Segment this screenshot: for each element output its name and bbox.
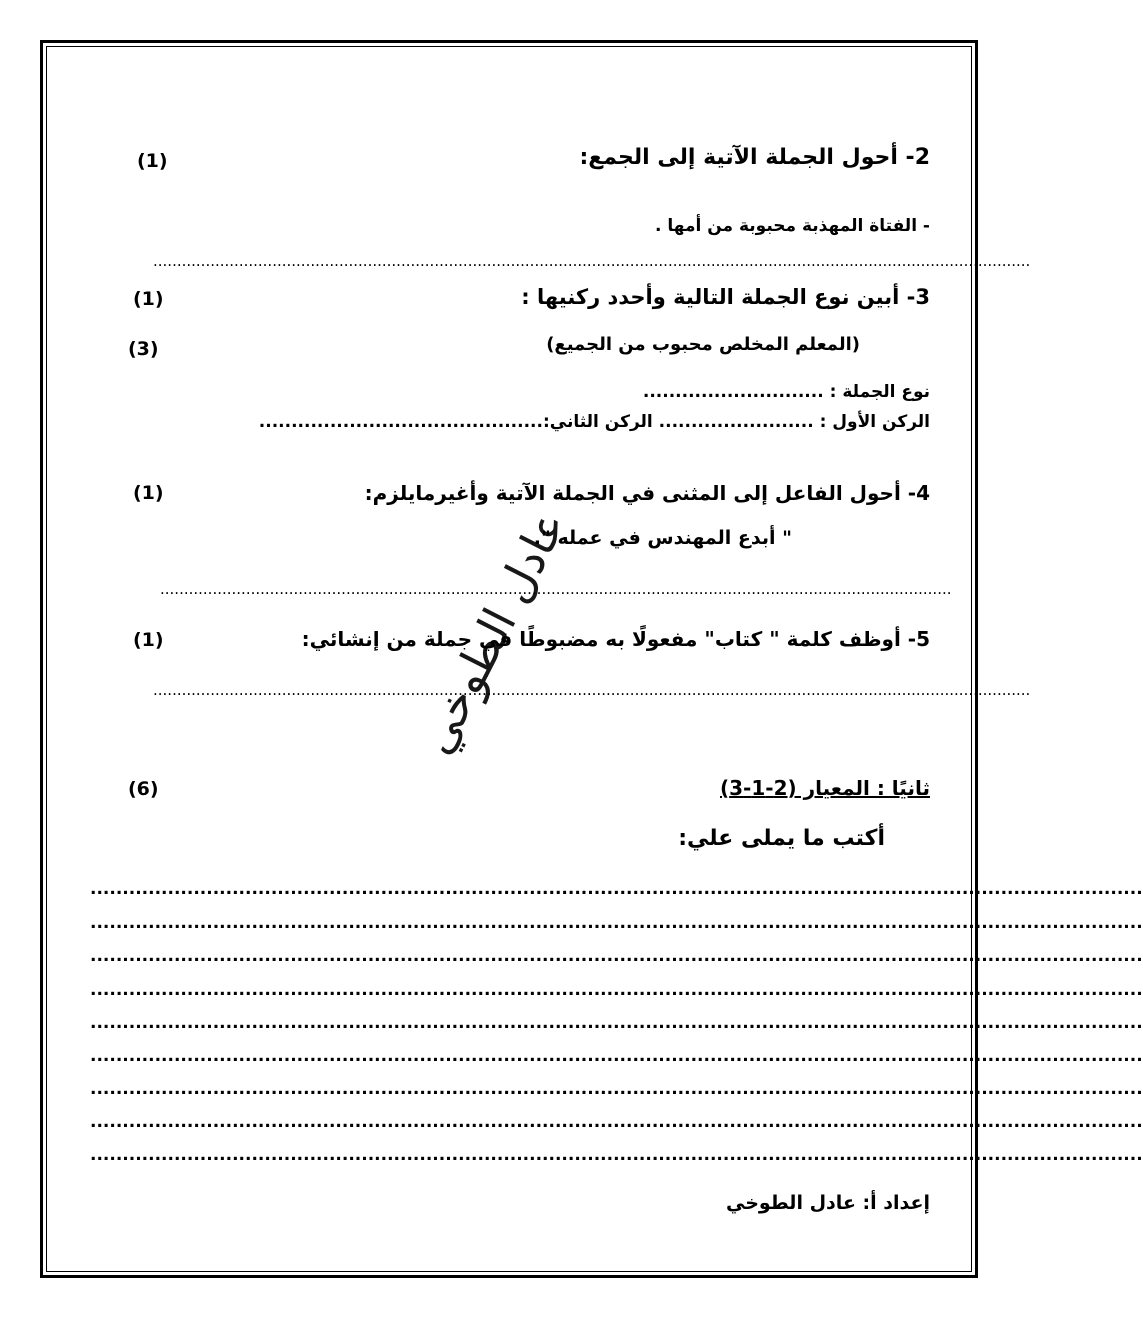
dictation-line: ................................................................................................................................................................... <box>90 1013 1143 1033</box>
question-2-mark: (1) <box>137 150 168 172</box>
question-5-mark: (1) <box>133 629 164 651</box>
question-5-title: 5- أوظف كلمة " كتاب" مفعولًا به مضبوطًا في جملة من إنشائي: <box>301 627 930 651</box>
section-2-title: ثانيًا : المعيار (2-1-3) <box>719 776 930 800</box>
prepared-by: إعداد أ: عادل الطوخي <box>725 1192 930 1214</box>
answer-line: ........................................................................................................................................................................................ <box>153 681 1031 699</box>
answer-line: ...................................................................................................................................................................... <box>160 580 952 598</box>
answer-line: ........................................................................................................................................................................................ <box>153 252 1031 270</box>
question-4-title: 4- أحول الفاعل إلى المثنى في الجملة الآتية وأغيرمايلزم: <box>364 481 930 505</box>
question-3-sentence-mark: (3) <box>128 338 159 360</box>
question-3-sentence: (المعلم المخلص محبوب من الجميع) <box>546 334 860 355</box>
watermark-signature: عادل الطوخي <box>408 501 577 763</box>
dictation-line: ................................................................................................................................................................... <box>90 1046 1143 1066</box>
dictation-instruction: أكتب ما يملى علي: <box>678 826 885 851</box>
question-4-mark: (1) <box>133 482 164 504</box>
dictation-line: ................................................................................................................................................................... <box>90 1112 1143 1132</box>
sentence-pillars-line: الركن الأول : ........................ الركن الثاني:............................................ <box>258 412 930 432</box>
question-3-title: 3- أبين نوع الجملة التالية وأحدد ركنيها : <box>521 285 930 309</box>
question-2-sentence: - الفتاة المهذبة محبوبة من أمها . <box>654 216 930 236</box>
question-3-mark: (1) <box>133 288 164 310</box>
dictation-line: ................................................................................................................................................................... <box>90 879 1143 899</box>
section-2-mark: (6) <box>128 778 159 800</box>
dictation-line: ................................................................................................................................................................... <box>90 1145 1143 1165</box>
dictation-line: ................................................................................................................................................................... <box>90 913 1143 933</box>
question-4-sentence: " أبدع المهندس في عمله ". <box>533 527 792 549</box>
sentence-type-line: نوع الجملة : ............................ <box>642 382 930 402</box>
question-2-title: 2- أحول الجملة الآتية إلى الجمع: <box>579 145 930 170</box>
dictation-line: ................................................................................................................................................................... <box>90 946 1143 966</box>
dictation-line: ................................................................................................................................................................... <box>90 980 1143 1000</box>
dictation-line: ................................................................................................................................................................... <box>90 1079 1143 1099</box>
